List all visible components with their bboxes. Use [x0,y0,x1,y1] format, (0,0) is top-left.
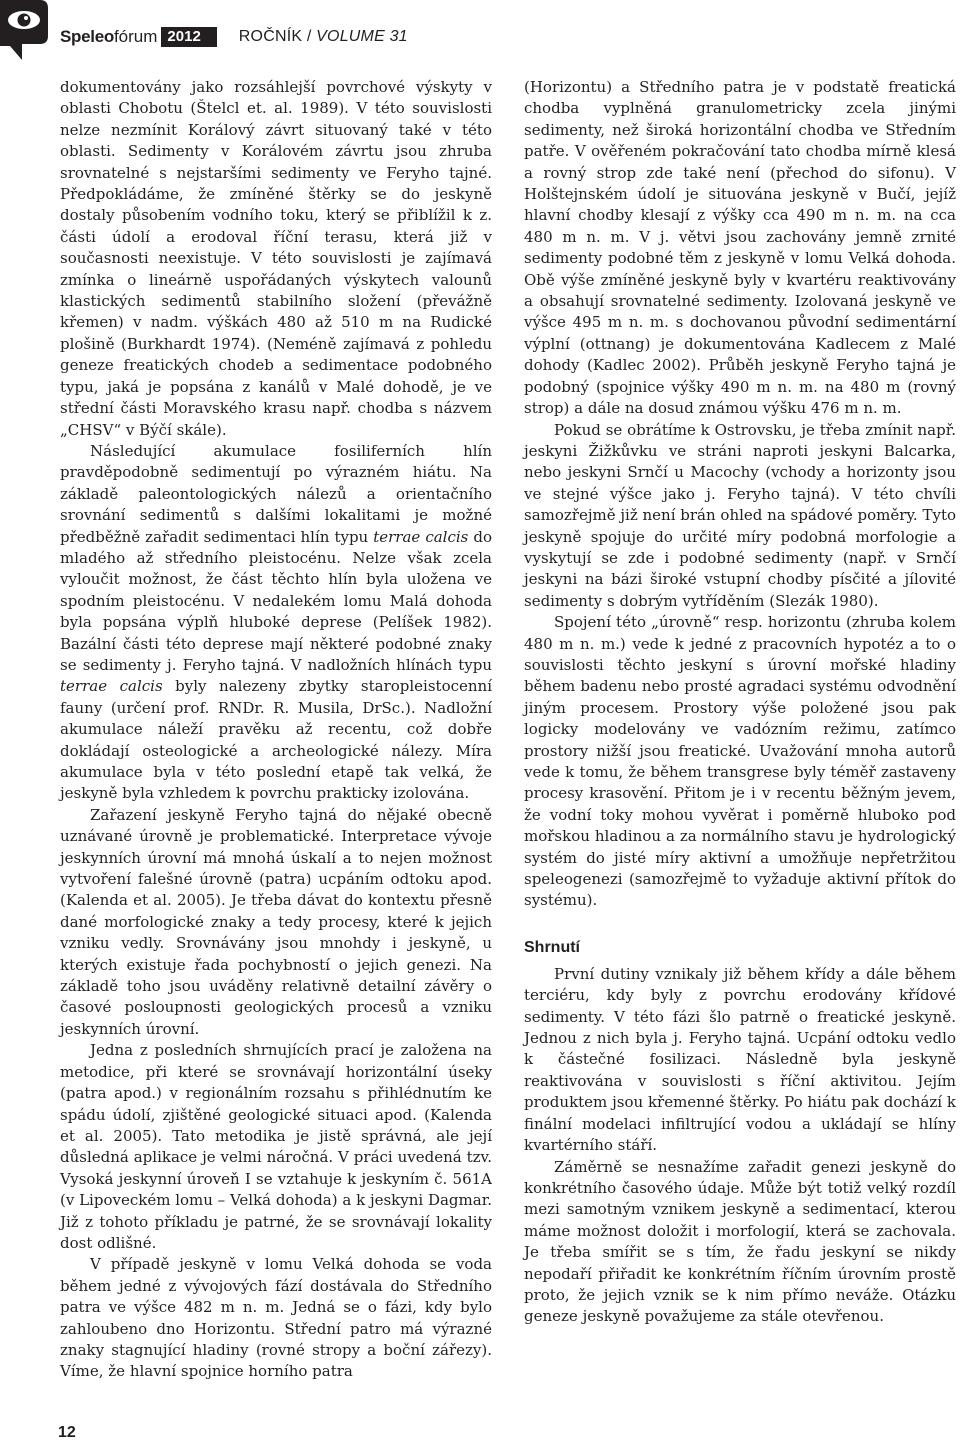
paragraph: Pokud se obrátíme k Ostrovsku, je třeba zmínit např. jeskyni Žižkůvku ve stráni naproti jeskyni Balcarka, nebo jeskyni Srnčí u Macochy (vchody a horizonty jsou ve stejné výšce jako j. Feryho tajná). V této chvíli samozřejmě již není brán ohled na spádové poměry. Tyto jeskyně spojuje do určité míry podobná morfologie a vyskytují se zde i podobné sedimenty (např. v Srnčí jeskyni na bázi široké vstupní chodby písčité a jílovité sedimenty s dobrým vytříděním (Slezák 1980). [524,420,956,610]
section-heading: Shrnutí [524,938,580,956]
volume-label: ROČNÍK / VOLUME 31 [238,28,408,45]
paragraph: (Horizontu) a Středního patra je v podstatě freatická chodba vyplněná granulometricky zcela jinými sedimenty, než široká horizontální chodba ve Středním patře. V ověřeném pokračování tato chodba mírně klesá a rovný strop zde také není (přechod do sifonu). V Holštejnském údolí je situována jeskyně v Bučí, jejíž hlavní chodby klesají z výšky cca 490 m n. m. na cca 480 m n. m. V j. větvi jsou zachovány jemně zrnité sedimenty podobné těm z jeskyně v lomu Velká dohoda. Obě výše zmíněné jeskyně byly v kvartéru reaktivovány a obsahují srovnatelné sedimenty. Izolovaná jeskyně ve výšce 495 m n. m. s dochovanou původní sedimentární výplní (ottnang) je dokumentována Kadlecem z Malé dohody (Kadlec 2002). Průběh jeskyně Feryho tajná je podobný (spojnice výšky 490 m n. m. na 480 m (rovný strop) a dále na dosud známou výšku 476 m n. m. [524,78,956,418]
paragraph: Následující akumulace fosiliferních hlín pravděpodobně sedimentují po výrazném hiátu. Na základě paleontologických nálezů a orientačního srovnání sedimentů s dalšími lokalitami je možné předběžně zařadit sedimentaci hlín typu terrae calcis do mladého až středního pleistocénu. Nelze však zcela vyloučit možnost, že část těchto hlín byla uložena ve spodním pleistocénu. V nedalekém lomu Malá dohoda byla popsána výplň hluboké deprese (Pelíšek 1982). Bazální části této deprese mají některé podobné znaky se sedimenty j. Feryho tajná. V nadložních hlínách typu terrae calcis byly nalezeny zbytky staropleistocenní fauny (určení prof. RNDr. R. Musila, DrSc.). Nadložní akumulace náleží pravěku až recentu, což dobře dokládají osteologické a archeologické nálezy. Míra akumulace byla v této poslední etapě tak velká, že jeskyně byla vzhledem k povrchu prakticky izolována. [60,441,493,803]
journal-header [60,26,408,48]
brand-name: Speleo [60,27,114,46]
brand-name-light: fórum [113,27,158,46]
page-number: 12 [58,1424,76,1441]
year-badge: 2012 [161,27,216,47]
paragraph: První dutiny vznikaly již během křídy a dále během terciéru, kdy byly z povrchu erodovány křídové sedimenty. V této fázi šlo patrně o freatické jeskyně. Jednou z nich byla j. Feryho tajná. Ucpání odtoku vedlo k částečné fosilizaci. Následně byla jeskyně reaktivována v souvislosti s říční aktivitou. Jejím produktem jsou křemenné štěrky. Po hiátu pak dochází k finální modelaci infiltrující vodou a ukládají se hlíny kvartérního stáří. [524,964,956,1155]
paragraph: dokumentovány jako rozsáhlejší povrchové výskyty v oblasti Chobotu (Štelcl et. al. 1989). V této souvislosti nelze nezmínit Korálový závrt situovaný také v této oblasti. Sedimenty v Korálovém závrtu jsou zhruba srovnatelné s nejstaršími sedimenty ve Feryho tajné. Předpokládáme, že zmíněné štěrky se do jeskyně dostaly působením vodního toku, který se přiblížil k z. části údolí a erodoval říční terasu, která již v současnosti neexistuje. V této souvislosti je zajímavá zmínka o lineárně uspořádaných výskytech valounů klastických sedimentů stabilního složení (převážně křemen) v nadm. výškách 480 až 510 m na Rudické plošině (Burkhardt 1974). (Neméně zajímavá z pohledu geneze freatických chodeb a sedimentace podobného typu, jaká je popsána z kanálů v Malé dohodě, je ve střední části Moravského krasu např. chodba s názvem „CHSV“ v Býčí skále). [60,78,492,439]
eye-logo-icon [0,0,48,60]
right-column [524,77,956,1328]
left-column [60,77,492,1383]
paragraph: Spojení této „úrovně“ resp. horizontu (zhruba kolem 480 m n. m.) vede k jedné z pracovních hypotéz a to o souvislosti těchto jeskyní s úrovní mořské hladiny během badenu nebo prosté agradaci systému odvodnění jiným procesem. Prostory výše položené jsou pak logicky modelovány ve vadózním režimu, zatímco prostory nižší jsou freatické. Uvažování mnoha autorů vede k tomu, že během transgrese byly téměř zastaveny procesy krasovění. Přitom je i v recentu běžným jevem, že vodní toky mohou vyvěrat i poměrně hluboko pod mořskou hladinou a za normálního stavu je hydrologický systém do jisté míry aktivní a umožňuje nepřetržitou speleogenezi (samozřejmě to vyžaduje aktivní přítok do systému). [524,613,956,910]
paragraph: Zařazení jeskyně Feryho tajná do nějaké obecně uznávané úrovně je problematické. Interpretace vývoje jeskynních úrovní má mnohá úskalí a to nejen možnost vytvoření falešné úrovně (patra) ucpáním odtoku apod. (Kalenda et al. 2005). Je třeba dávat do kontextu přesně dané morfologické znaky a tedy procesy, které k jejich vzniku vedly. Srovnávány jsou mnohdy i jeskyně, u kterých existuje řada pochybností o jejich genezi. Na základě toho jsou uváděny relativně detailní závěry o časové posloupnosti geologických procesů a vzniku jeskynních úrovní. [60,805,492,1038]
paragraph: V případě jeskyně v lomu Velká dohoda se voda během jedné z vývojových fází dostávala do Středního patra ve výšce 482 m n. m. Jedná se o fázi, kdy bylo zahloubeno dno Horizontu. Střední patro má výrazné znaky stagnující hladiny (rovné stropy a boční zářezy). Víme, že hlavní spojnice horního patra [60,1255,492,1381]
paragraph: Záměrně se nesnažíme zařadit genezi jeskyně do konkrétního časového údaje. Může být totiž velký rozdíl mezi samotným vznikem jeskyně a sedimentací, kterou máme možnost doložit i morfologií, která se zachovala. Je třeba smířit se s tím, že řadu jeskyní se nikdy nepodaří přiřadit ke konkrétním říčním úrovním prostě proto, že jejich vznik se k nim přímo neváže. Otázku geneze jeskyně považujeme za stále otevřenou. [524,1157,956,1326]
paragraph: Jedna z posledních shrnujících prací je založena na metodice, při které se srovnávají horizontální úseky (patra apod.) v regionálním rozsahu s přihlédnutím ke spádu údolí, zjištěné geologické situaci apod. (Kalenda et al. 2005). Tato metodika je jistě správná, ale její důsledná aplikace je velmi náročná. V práci uvedená tzv. Vysoká jeskynní úroveň I se vztahuje k jeskyním č. 561A (v Lipoveckém lomu – Velká dohoda) a k jeskyni Dagmar. Již z tohoto příkladu je patrné, že se srovnávají lokality dost odlišné. [60,1041,492,1252]
